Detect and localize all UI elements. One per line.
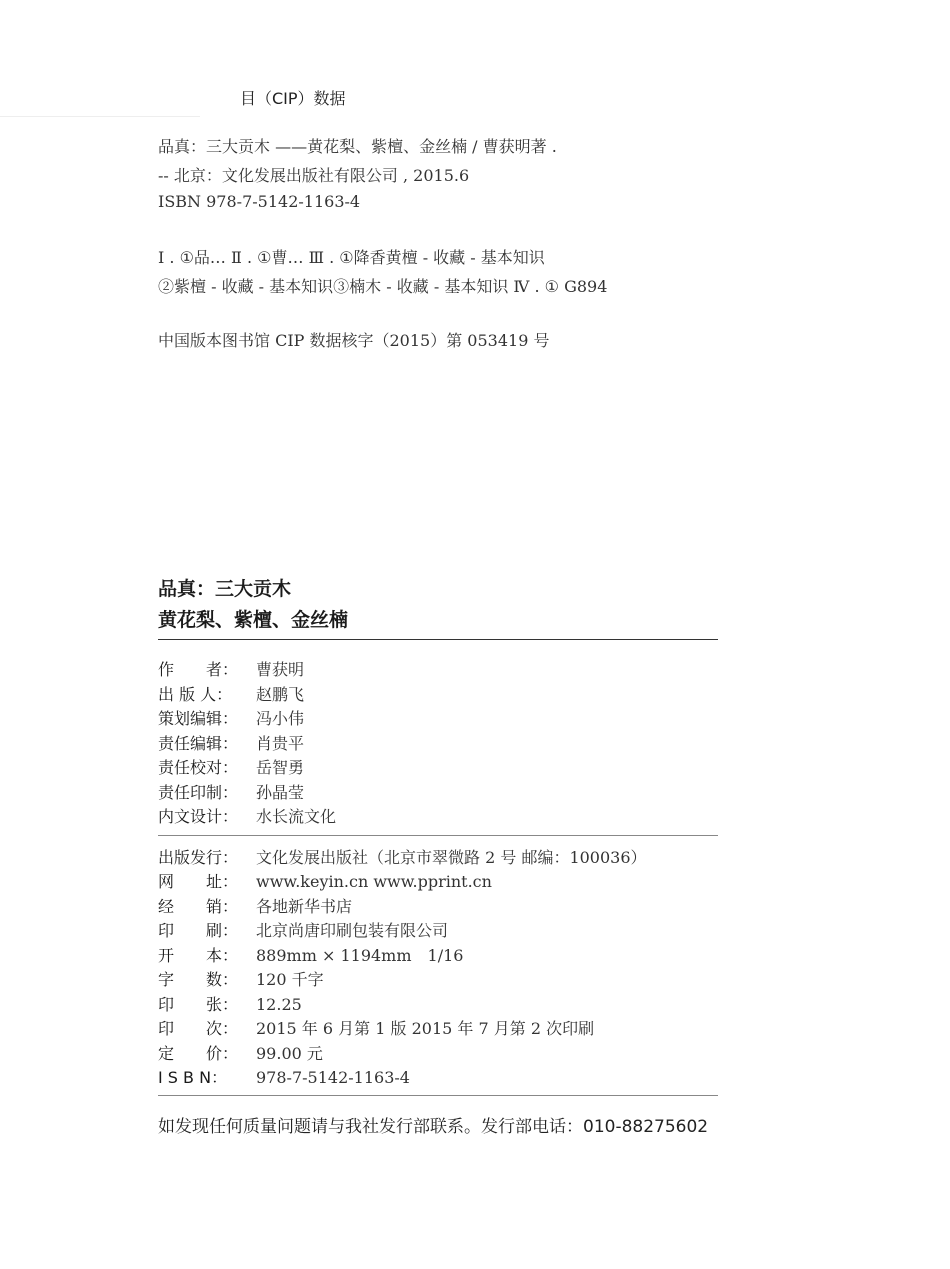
publishing-label: 印 张： xyxy=(158,995,239,1014)
credit-label: 策划编辑： xyxy=(158,709,239,728)
publishing-value: 99.00 元 xyxy=(256,1044,323,1063)
publishing-label: I S B N： xyxy=(158,1068,228,1087)
publishing-value: 120 千字 xyxy=(256,970,324,989)
scan-artifact-line xyxy=(0,116,200,117)
cip-line-title: 品真：三大贡木 ——黄花梨、紫檀、金丝楠 / 曹获明著 . xyxy=(158,137,557,156)
credit-label: 责任校对： xyxy=(158,758,239,777)
publishing-row xyxy=(158,968,324,992)
publishing-value: www.keyin.cn www.pprint.cn xyxy=(256,872,492,891)
publishing-label: 定 价： xyxy=(158,1044,239,1063)
credit-row xyxy=(158,658,304,682)
credit-value: 曹获明 xyxy=(256,660,305,679)
credit-row xyxy=(158,756,304,780)
credit-value: 冯小伟 xyxy=(256,709,305,728)
credit-value: 赵鹏飞 xyxy=(256,685,305,704)
credit-row xyxy=(158,707,304,731)
cip-line-classification-1: Ⅰ . ①品… Ⅱ . ①曹… Ⅲ . ①降香黄檀 - 收藏 - 基本知识 xyxy=(158,248,545,267)
publishing-value: 北京尚唐印刷包装有限公司 xyxy=(256,921,449,940)
publishing-row xyxy=(158,1042,323,1066)
publishing-row xyxy=(158,1017,594,1041)
divider-top xyxy=(158,639,718,640)
publishing-row xyxy=(158,846,647,870)
credit-label: 责任编辑： xyxy=(158,734,239,753)
publishing-value: 2015 年 6 月第 1 版 2015 年 7 月第 2 次印刷 xyxy=(256,1019,595,1038)
cip-line-classification-2: ②紫檀 - 收藏 - 基本知识③楠木 - 收藏 - 基本知识 Ⅳ . ① G894 xyxy=(158,277,608,296)
credit-label: 出 版 人： xyxy=(158,685,233,704)
book-subtitle: 黄花梨、紫檀、金丝楠 xyxy=(158,609,349,631)
publishing-value: 12.25 xyxy=(256,995,302,1014)
cip-header: 目（CIP）数据 xyxy=(240,89,346,108)
cip-line-record-number: 中国版本图书馆 CIP 数据核字（2015）第 053419 号 xyxy=(158,331,550,350)
credit-label: 内文设计： xyxy=(158,807,239,826)
credit-row xyxy=(158,732,304,756)
credit-value: 岳智勇 xyxy=(256,758,305,777)
credit-value: 孙晶莹 xyxy=(256,783,305,802)
credit-row xyxy=(158,781,304,805)
publishing-value: 各地新华书店 xyxy=(256,897,353,916)
credit-row xyxy=(158,683,304,707)
cip-line-publisher: -- 北京：文化发展出版社有限公司 , 2015.6 xyxy=(158,166,470,185)
publishing-label: 开 本： xyxy=(158,946,239,965)
publishing-row xyxy=(158,895,352,919)
credit-value: 水长流文化 xyxy=(256,807,337,826)
publishing-row xyxy=(158,919,448,943)
divider-middle xyxy=(158,835,718,836)
publishing-value: 文化发展出版社（北京市翠微路 2 号 邮编：100036） xyxy=(256,848,647,867)
publishing-label: 网 址： xyxy=(158,872,239,891)
book-title: 品真：三大贡木 xyxy=(158,578,292,600)
publishing-value: 978-7-5142-1163-4 xyxy=(256,1068,410,1087)
publishing-row xyxy=(158,944,463,968)
credit-row xyxy=(158,805,336,829)
divider-bottom xyxy=(158,1095,718,1096)
publishing-label: 字 数： xyxy=(158,970,239,989)
publishing-label: 出版发行： xyxy=(158,848,239,867)
publishing-label: 经 销： xyxy=(158,897,239,916)
publishing-value: 889mm × 1194mm 1/16 xyxy=(256,946,464,965)
publishing-row xyxy=(158,1066,410,1090)
cip-line-isbn: ISBN 978-7-5142-1163-4 xyxy=(158,192,361,211)
quality-notice: 如发现任何质量问题请与我社发行部联系。发行部电话：010-88275602 xyxy=(158,1117,709,1137)
credit-value: 肖贵平 xyxy=(256,734,305,753)
publishing-row xyxy=(158,993,302,1017)
publishing-label: 印 次： xyxy=(158,1019,239,1038)
publishing-label: 印 刷： xyxy=(158,921,239,940)
publishing-row xyxy=(158,870,492,894)
credit-label: 作 者： xyxy=(158,660,239,679)
credit-label: 责任印制： xyxy=(158,783,239,802)
